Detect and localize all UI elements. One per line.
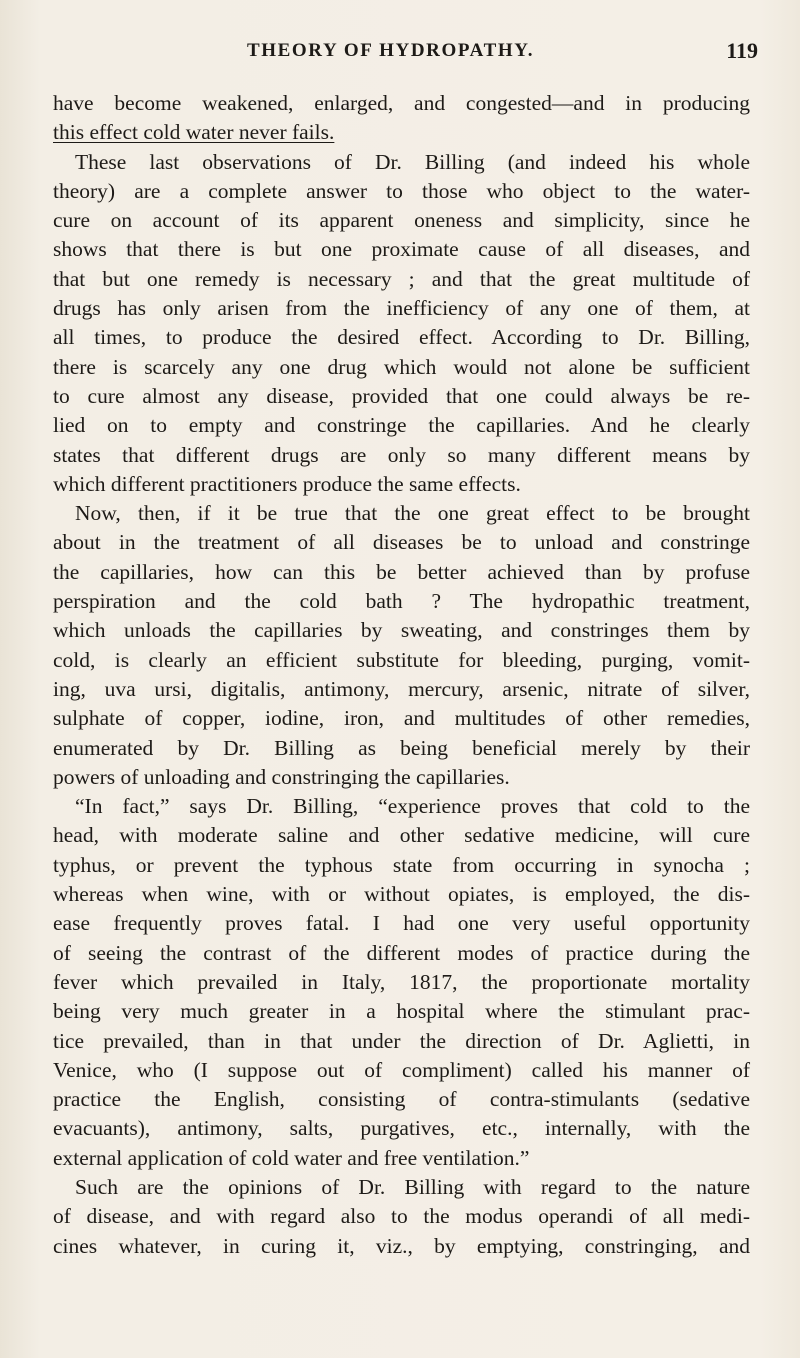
- text-line: this effect cold water never fails.: [53, 120, 335, 145]
- text-line: cines whatever, in curing it, viz., by emptying, constringing, and: [53, 1233, 750, 1258]
- text-line: powers of unloading and constringing the capillaries.: [53, 764, 510, 789]
- text-line: fever which prevailed in Italy, 1817, the proportionate mortality: [53, 969, 750, 994]
- text-line: head, with moderate saline and other sedative medicine, will cure: [53, 823, 750, 848]
- text-line: which different practitioners produce the same effects.: [53, 471, 521, 496]
- page-header: [60, 40, 760, 74]
- text-line: enumerated by Dr. Billing as being beneficial merely by their: [53, 735, 750, 760]
- text-line: there is scarcely any one drug which would not alone be sufficient: [53, 354, 750, 379]
- text-line: shows that there is but one proximate cause of all diseases, and: [53, 237, 750, 262]
- text-line: Now, then, if it be true that the one great effect to be brought: [75, 501, 750, 526]
- text-line: whereas when wine, with or without opiates, is employed, the dis-: [53, 882, 750, 907]
- text-line: Such are the opinions of Dr. Billing with regard to the nature: [75, 1174, 750, 1199]
- text-line: cold, is clearly an efficient substitute for bleeding, purging, vomit-: [53, 647, 750, 672]
- text-line: being very much greater in a hospital where the stimulant prac-: [53, 999, 750, 1024]
- text-line: about in the treatment of all diseases be to unload and constringe: [53, 530, 750, 555]
- text-line: perspiration and the cold bath ? The hydropathic treatment,: [53, 589, 750, 614]
- text-line: cure on account of its apparent oneness and simplicity, since he: [53, 208, 750, 233]
- text-line: theory) are a complete answer to those who object to the water-: [53, 178, 750, 203]
- text-line: These last observations of Dr. Billing (and indeed his whole: [75, 149, 750, 174]
- text-line: ing, uva ursi, digitalis, antimony, mercury, arsenic, nitrate of silver,: [53, 676, 750, 701]
- body-text: [53, 89, 750, 1261]
- text-line: Venice, who (I suppose out of compliment) called his manner of: [53, 1057, 750, 1082]
- text-line: of disease, and with regard also to the modus operandi of all medi-: [53, 1204, 750, 1229]
- text-line: tice prevailed, than in that under the direction of Dr. Aglietti, in: [53, 1028, 750, 1053]
- text-line: ease frequently proves fatal. I had one very useful opportunity: [53, 911, 750, 936]
- running-title: THEORY OF HYDROPATHY.: [247, 40, 535, 61]
- text-line: “In fact,” says Dr. Billing, “experience proves that cold to the: [75, 794, 750, 819]
- text-line: lied on to empty and constringe the capillaries. And he clearly: [53, 413, 750, 438]
- text-line: of seeing the contrast of the different modes of practice during the: [53, 940, 750, 965]
- text-line: sulphate of copper, iodine, iron, and multitudes of other remedies,: [53, 706, 750, 731]
- text-line: drugs has only arisen from the inefficiency of any one of them, at: [53, 296, 750, 321]
- text-line: all times, to produce the desired effect. According to Dr. Billing,: [53, 325, 750, 350]
- text-line: have become weakened, enlarged, and congested—and in producing: [53, 91, 750, 115]
- text-line: that but one remedy is necessary ; and that the great multitude of: [53, 266, 750, 291]
- text-line: practice the English, consisting of contra-stimulants (sedative: [53, 1087, 750, 1112]
- text-line: typhus, or prevent the typhous state from occurring in synocha ;: [53, 852, 750, 877]
- text-line: which unloads the capillaries by sweating, and constringes them by: [53, 618, 750, 643]
- text-line: states that different drugs are only so many different means by: [53, 442, 750, 467]
- page-number: 119: [726, 38, 758, 63]
- text-line: external application of cold water and free ventilation.”: [53, 1145, 530, 1170]
- text-line: evacuants), antimony, salts, purgatives, etc., internally, with the: [53, 1116, 750, 1141]
- text-line: to cure almost any disease, provided that one could always be re-: [53, 383, 750, 408]
- text-line: the capillaries, how can this be better achieved than by profuse: [53, 559, 750, 584]
